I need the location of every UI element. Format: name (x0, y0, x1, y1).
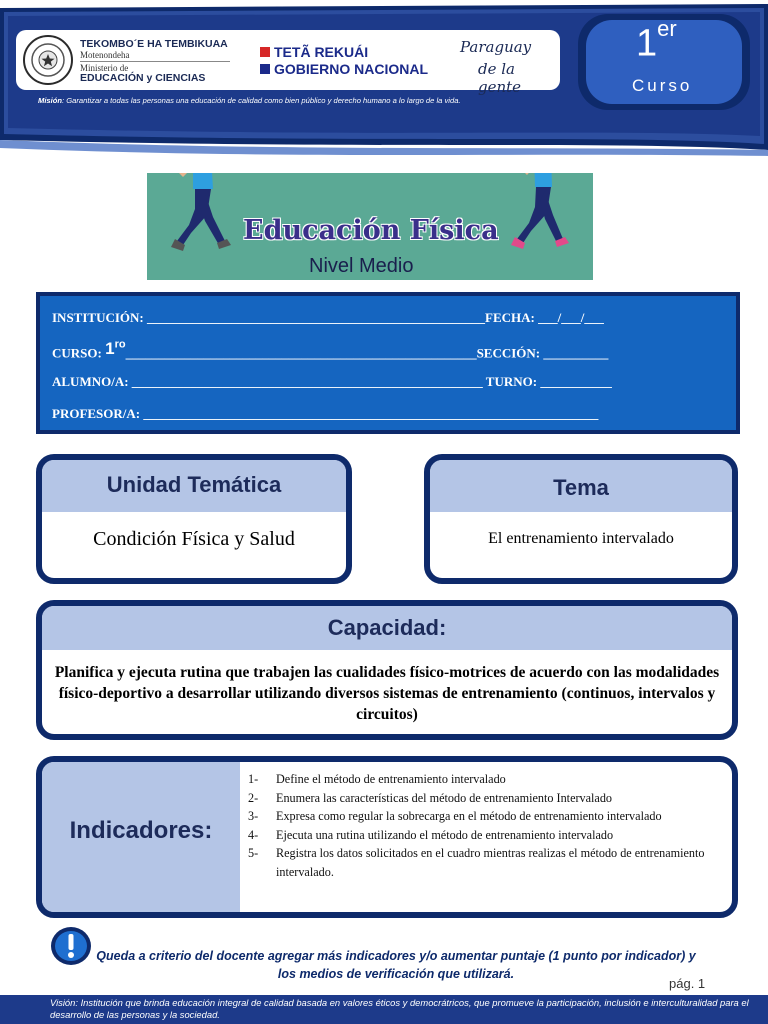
institucion-label: INSTITUCIÓN: (52, 310, 147, 325)
indicator-item (248, 789, 728, 808)
indicator-number: 4- (248, 827, 259, 842)
banner-title: Educación Física (243, 215, 499, 246)
curso-label: CURSO: (52, 345, 106, 361)
indicator-item (248, 807, 728, 826)
alumno-field[interactable]: ______________________________________________________ (131, 374, 483, 389)
tema-value: El entrenamiento intervalado (488, 530, 674, 547)
ministry-line-3: Ministerio de (80, 63, 129, 73)
fecha-field[interactable]: ___/___/___ (534, 310, 604, 325)
indicator-item (248, 844, 728, 881)
alumno-label: ALUMNO/A: (52, 374, 132, 389)
curso-row (52, 338, 609, 363)
institucion-row (52, 310, 604, 326)
indicadores-label-panel (42, 762, 240, 912)
seccion-label: SECCIÓN: (476, 345, 544, 361)
indicadores-card (36, 756, 738, 918)
slogan-line-1: Paraguay (460, 38, 532, 56)
alumno-row (52, 374, 612, 390)
indicator-number: 2- (248, 790, 259, 805)
indicator-text: Expresa como regular la sobrecarga en el método de entrenamiento intervalado (276, 809, 662, 823)
indicator-text: Registra los datos solicitados en el cuadro mientras realizas el método de entrenamiento intervalado. (276, 846, 705, 879)
unidad-tematica-card (36, 454, 352, 584)
turno-label: TURNO: (482, 374, 541, 389)
government-line-1: TETÃ REKUÁI (260, 44, 368, 60)
vision-statement: Visión: Institución que brinda educación integral de calidad basada en valores éticos y democrátricos, que promueve la participación, inclusión e interculturalidad para el desarrollo de las personas y la sociedad. (50, 997, 749, 1020)
institucion-field[interactable]: ____________________________________________________ (147, 310, 485, 325)
footer-band (0, 995, 768, 1024)
ministry-divider (80, 61, 230, 62)
turno-field[interactable]: ___________ (540, 374, 612, 389)
profesor-field[interactable]: ______________________________________________________________________ (143, 406, 599, 421)
student-info-form (36, 292, 740, 434)
indicadores-heading: Indicadores: (69, 817, 213, 844)
indicator-number: 5- (248, 846, 259, 860)
profesor-row (52, 406, 598, 422)
grade-number: 1er (636, 16, 677, 65)
indicator-number: 3- (248, 809, 259, 823)
indicator-text: Enumera las características del método de entrenamiento Intervalado (276, 790, 613, 805)
seccion-field[interactable]: __________ (543, 345, 609, 361)
title-banner (147, 173, 593, 280)
indicator-item (248, 770, 728, 789)
fecha-label: FECHA: (485, 310, 535, 325)
government-line-2: GOBIERNO NACIONAL (260, 61, 428, 77)
teacher-note: Queda a criterio del docente agregar más indicadores y/o aumentar puntaje (1 punto por indicador) y los medios de verificación que utilizará. (96, 949, 696, 981)
indicator-text: Define el método de entrenamiento intervalado (276, 772, 506, 786)
capacidad-text: Planifica y ejecuta rutina que trabajen las cualidades físico-motrices de acuerdo con las modalidades físico-deportivo a desarrollar utilizando diversos sistemas de entrenamiento (continuos, intervalos y circuitos) (54, 664, 720, 723)
capacidad-heading: Capacidad: (42, 606, 732, 650)
ministry-line-4: EDUCACIÓN y CIENCIAS (80, 72, 206, 84)
curso-value[interactable]: $1^{ro}$ (105, 338, 126, 358)
tema-heading: Tema (430, 460, 732, 512)
profesor-label: PROFESOR/A: (52, 406, 144, 421)
indicadores-list (248, 770, 728, 881)
unidad-tematica-heading: Unidad Temática (42, 460, 346, 512)
capacidad-card (36, 600, 738, 740)
mission-statement: Misión: Garantizar a todas las personas una educación de calidad como bien público y derecho humano a lo largo de la vida. (38, 96, 461, 105)
national-seal-icon (22, 34, 74, 86)
header-banner (0, 0, 768, 160)
curso-field[interactable]: ______________________________________________________ (125, 345, 477, 361)
logo-panel (16, 30, 560, 96)
indicator-text: Ejecuta una rutina utilizando el método de entrenamiento intervalado (276, 827, 614, 842)
page-number: pág. 1 (669, 976, 706, 991)
indicator-item (248, 826, 728, 845)
unidad-tematica-value: Condición Física y Salud (93, 528, 295, 550)
exclamation-icon (50, 926, 92, 966)
grade-label: Curso (632, 76, 693, 95)
banner-subtitle: Nivel Medio (309, 255, 414, 277)
tema-card (424, 454, 738, 584)
indicator-number: 1- (248, 772, 259, 786)
ministry-line-1: TEKOMBO´E HA TEMBIKUAA (80, 38, 228, 50)
ministry-line-2: Motenondeha (80, 50, 130, 60)
slogan-line-2: de la gente (478, 60, 522, 96)
